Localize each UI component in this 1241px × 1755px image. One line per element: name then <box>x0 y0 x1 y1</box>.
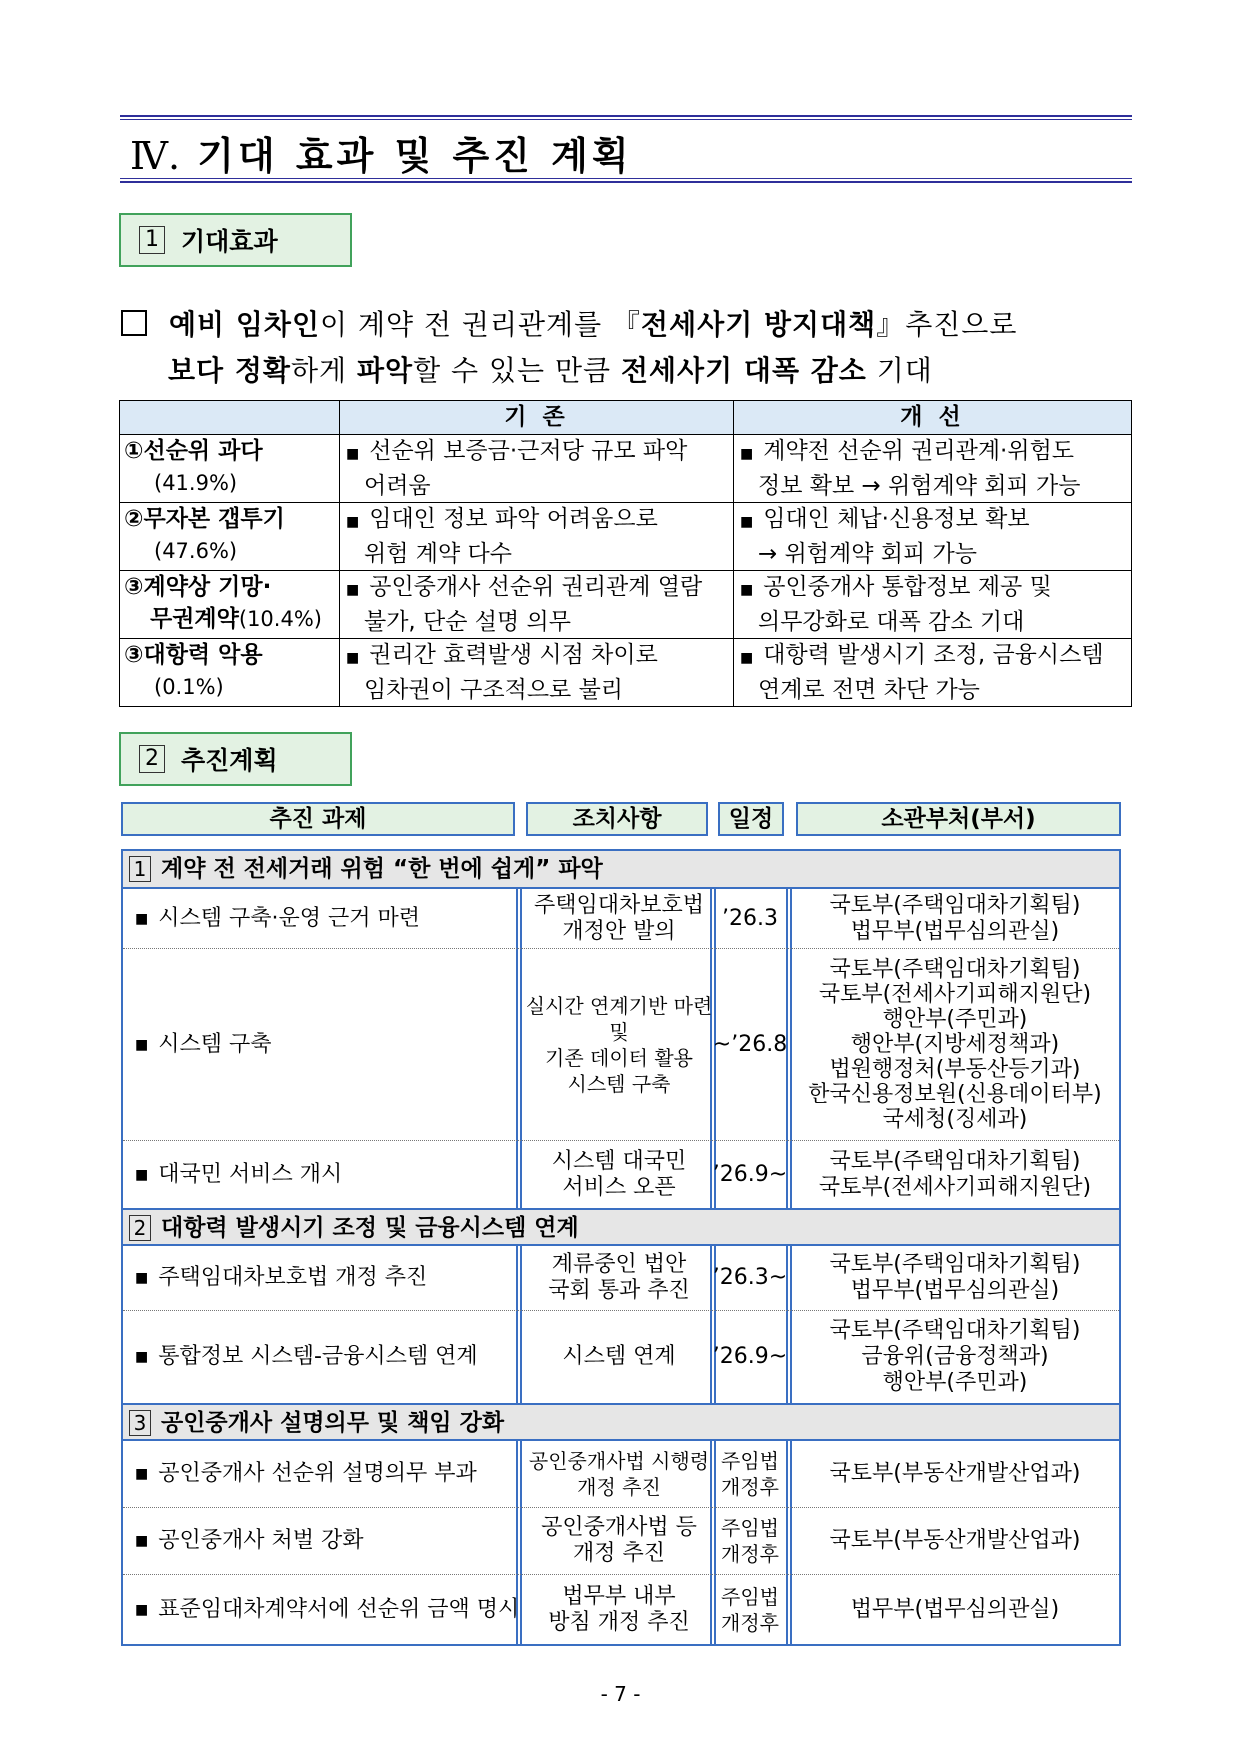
plan-group-2: 2 대항력 발생시기 조정 및 금융시스템 연계 <box>123 1210 1119 1244</box>
section-number: 1 <box>139 226 165 254</box>
table-row: ■ 통합정보 시스템-금융시스템 연계 <box>135 1344 478 1369</box>
bullet-icon: ■ <box>135 910 149 927</box>
bullet-icon: ■ <box>135 1270 149 1286</box>
section-2-box <box>119 732 352 786</box>
page-title: Ⅳ. 기대 효과 및 추진 계획 <box>130 134 633 178</box>
checkbox-square-icon <box>121 310 147 336</box>
table-header: 기 존 <box>340 401 734 435</box>
section-label: 기대효과 <box>181 227 278 256</box>
table-row: ■ 대국민 서비스 개시 <box>135 1161 343 1187</box>
bullet-icon: ■ <box>740 446 754 462</box>
table-row: ■ 시스템 구축 <box>135 1031 272 1057</box>
plan-header-schedule: 일정 <box>718 802 784 836</box>
table-row: ■ 시스템 구축·운영 근거 마련 <box>135 905 420 931</box>
section-1-box <box>119 213 352 267</box>
bullet-icon: ■ <box>346 514 360 530</box>
table-row: ②무자본 갭투기 (47.6%) ■ 임대인 정보 파악 어려움으로 위험 계약 다수 ■ 임대인 체납·신용정보 확보 → 위험계약 회피 가능 <box>120 503 1132 571</box>
table-header <box>120 401 340 435</box>
lead-line-2: 보다 정확하게 파악할 수 있는 만큼 전세사기 대폭 감소 기대 <box>168 354 933 387</box>
section-label: 추진계획 <box>181 746 278 775</box>
table-row: ①선순위 과다 (41.9%) ■ 선순위 보증금·근저당 규모 파악 어려움 ■ 계약전 선순위 권리관계·위험도 정보 확보 → 위험계약 회피 가능 <box>120 435 1132 503</box>
plan-group-1: 1 계약 전 전세거래 위험 “한 번에 쉽게” 파악 <box>123 851 1119 887</box>
section-number: 2 <box>139 745 165 773</box>
bullet-icon: ■ <box>740 514 754 530</box>
plan-header-action: 조치사항 <box>526 802 708 836</box>
bullet-icon: ■ <box>135 1466 149 1482</box>
plan-group-3: 3 공인중개사 설명의무 및 책임 강화 <box>123 1405 1119 1439</box>
table-row: ■ 공인중개사 처벌 강화 <box>135 1528 364 1553</box>
bullet-icon: ■ <box>740 582 754 598</box>
bullet-icon: ■ <box>135 1533 149 1549</box>
table-row: ③대항력 악용 (0.1%) ■ 권리간 효력발생 시점 차이로 임차권이 구조적으로 불리 ■ 대항력 발생시기 조정, 금융시스템 연계로 전면 차단 가능 <box>120 639 1132 707</box>
page-number: - 7 - <box>600 1682 641 1706</box>
table-header: 개 선 <box>734 401 1132 435</box>
bullet-icon: ■ <box>135 1349 149 1365</box>
table-row: ■ 공인중개사 선순위 설명의무 부과 <box>135 1461 477 1486</box>
table-row: ■ 주택임대차보호법 개정 추진 <box>135 1265 428 1290</box>
table-row: ③계약상 기망· 무권계약(10.4%) ■ 공인중개사 선순위 권리관계 열람 불가, 단순 설명 의무 ■ 공인중개사 통합정보 제공 및 의무강화로 대폭 감소 기대 <box>120 571 1132 639</box>
bullet-icon: ■ <box>346 446 360 462</box>
table-row: ■ 표준임대차계약서에 선순위 금액 명시 <box>135 1596 520 1622</box>
bullet-icon: ■ <box>135 1166 149 1183</box>
plan-header-task: 추진 과제 <box>121 802 515 836</box>
bullet-icon: ■ <box>346 650 360 666</box>
plan-header-dept: 소관부처(부서) <box>796 802 1121 836</box>
effects-table <box>119 400 1132 707</box>
bullet-icon: ■ <box>740 650 754 666</box>
bullet-icon: ■ <box>135 1601 149 1618</box>
lead-line-1: 예비 임차인이 계약 전 권리관계를 『전세사기 방지대책』추진으로 <box>121 303 1017 343</box>
bullet-icon: ■ <box>346 582 360 598</box>
bullet-icon: ■ <box>135 1036 149 1053</box>
